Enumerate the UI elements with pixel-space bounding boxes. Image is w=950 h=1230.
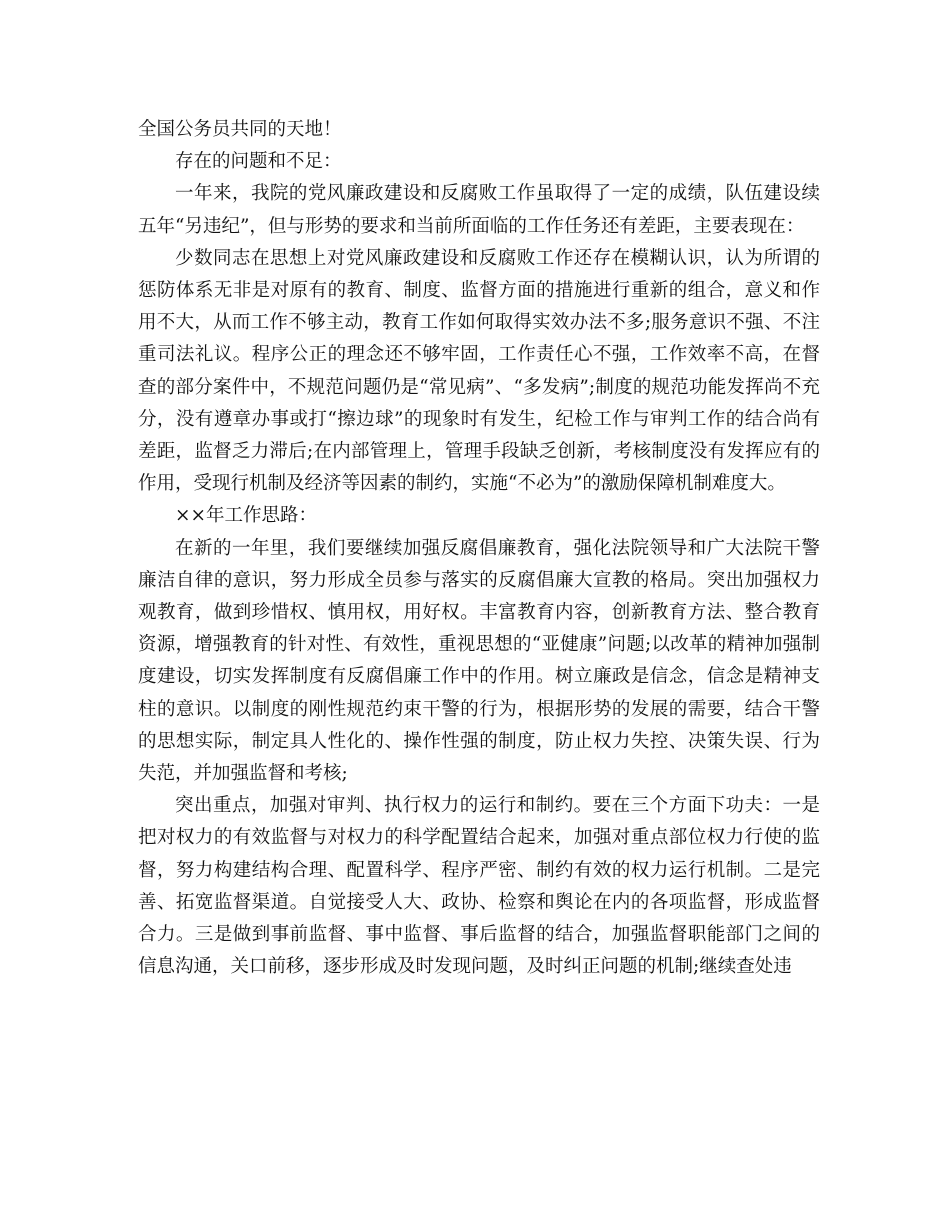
document-body bbox=[138, 114, 820, 983]
paragraph-supervision: 突出重点，加强对审判、执行权力的运行和制约。要在三个方面下功夫：一是把对权力的有效监督与对权力的科学配置结合起来，加强对重点部位权力行使的监督，努力构建结构合理、配置科学、程序严密、制约有效的权力运行机制。二是完善、拓宽监督渠道。自觉接受人大、政协、检察和舆论在内的各项监督，形成监督合力。三是做到事前监督、事中监督、事后监督的结合，加强监督职能部门之间的信息沟通，关口前移，逐步形成及时发现问题，及时纠正问题的机制;继续查处违 bbox=[138, 795, 820, 978]
paragraph-problems-detail: 少数同志在思想上对党风廉政建设和反腐败工作还存在模糊认识，认为所谓的惩防体系无非是对原有的教育、制度、监督方面的措施进行重新的组合，意义和作用不大，从而工作不够主动，教育工作如何取得实效办法不多;服务意识不强、不注重司法礼议。程序公正的理念还不够牢固，工作责任心不强，工作效率不高，在督查的部分案件中，不规范问题仍是“常见病”、“多发病”;制度的规范功能发挥尚不充分，没有遵章办事或打“擦边球”的现象时有发生，纪检工作与审判工作的结合尚有差距，监督乏力滞后;在内部管理上，管理手段缺乏创新，考核制度没有发挥应有的作用，受现行机制及经济等因素的制约，实施“不必为”的激励保障机制难度大。 bbox=[138, 247, 820, 495]
heading-problems: 存在的问题和不足： bbox=[175, 151, 342, 173]
paragraph-continuation: 全国公务员共同的天地！ bbox=[138, 119, 342, 140]
paragraph-education: 在新的一年里，我们要继续加强反腐倡廉教育，强化法院领导和广大法院干警廉洁自律的意识，努力形成全员参与落实的反腐倡廉大宣教的格局。突出加强权力观教育，做到珍惜权、慎用权，用好权。丰富教育内容，创新教育方法、整合教育资源，增强教育的针对性、有效性，重视思想的“亚健康”问题;以改革的精神加强制度建设，切实发挥制度有反腐倡廉工作中的作用。树立廉政是信念，信念是精神支柱的意识。以制度的刚性规范约束干警的行为，根据形势的发展的需要，结合干警的思想实际，制定具人性化的、操作性强的制度，防止权力失控、决策失误、行为失范，并加强监督和考核; bbox=[138, 537, 820, 785]
heading-work-plan: ××年工作思路： bbox=[175, 505, 318, 527]
paragraph-summary: 一年来，我院的党风廉政建设和反腐败工作虽取得了一定的成绩，队伍建设续五年“另违纪”，但与形势的要求和当前所面临的工作任务还有差距，主要表现在： bbox=[138, 183, 820, 237]
